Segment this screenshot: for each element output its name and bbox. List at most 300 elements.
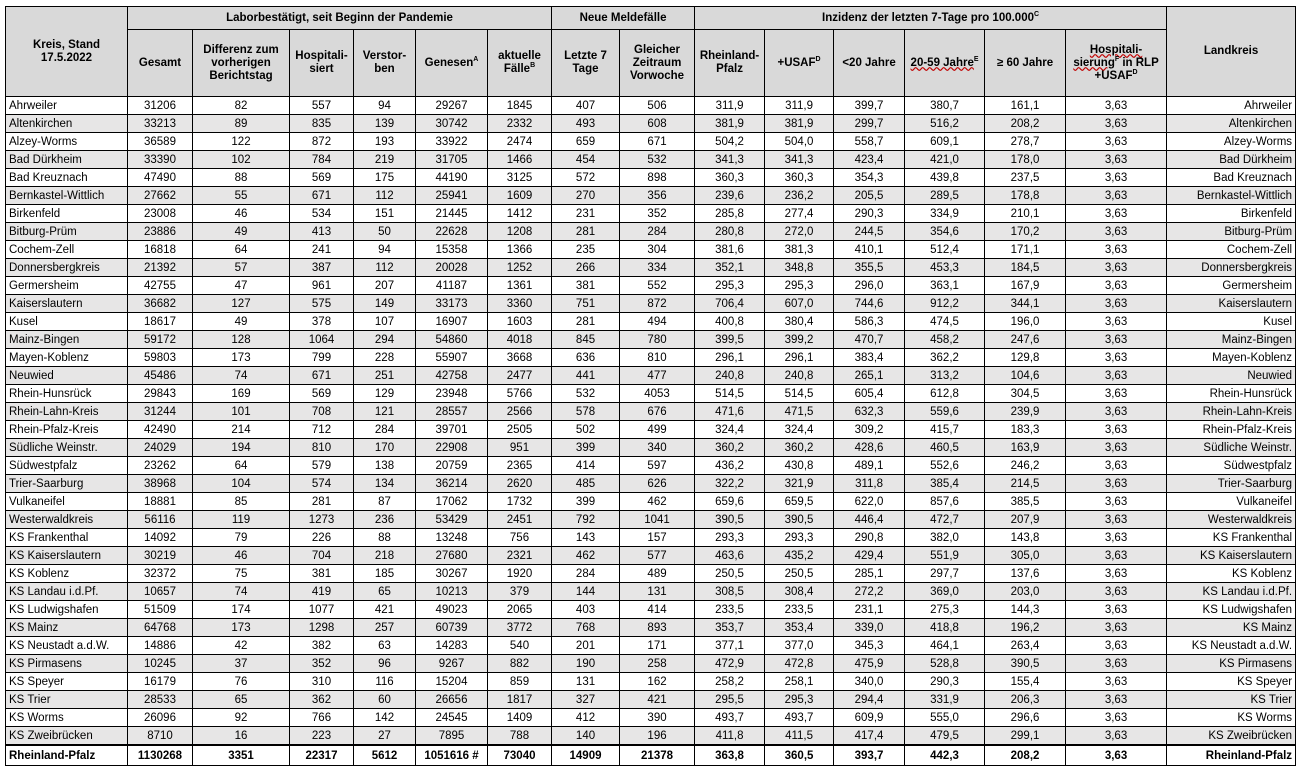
cell-inzidenz-ueber-60: 167,9 — [985, 277, 1066, 295]
cell-landkreis: KS Speyer — [1167, 673, 1296, 691]
cell-inzidenz-unter-20: 290,8 — [834, 529, 905, 547]
cell-inzidenz-usaf: 321,9 — [765, 475, 834, 493]
cell-gleicher-zeitraum: 352 — [620, 205, 695, 223]
cell-kreis: Rhein-Hunsrück — [6, 385, 128, 403]
cell-genesen: 9267 — [416, 655, 488, 673]
cell-differenz: 104 — [193, 475, 290, 493]
cell-letzte-7-tage: 485 — [552, 475, 620, 493]
table-row — [6, 475, 1296, 493]
cell-verstorben: 129 — [354, 385, 416, 403]
cell-gesamt: 38968 — [128, 475, 193, 493]
cell-letzte-7-tage: 399 — [552, 439, 620, 457]
cell-differenz: 101 — [193, 403, 290, 421]
cell-aktuelle-faelle: 4018 — [488, 331, 552, 349]
cell-gleicher-zeitraum: 334 — [620, 259, 695, 277]
col-unter-20: <20 Jahre — [834, 30, 905, 97]
cell-inzidenz-usaf: 272,0 — [765, 223, 834, 241]
cell-inzidenz-ueber-60: 305,0 — [985, 547, 1066, 565]
cell-verstorben: 65 — [354, 583, 416, 601]
cell-inzidenz-unter-20: 632,3 — [834, 403, 905, 421]
cell-letzte-7-tage: 636 — [552, 349, 620, 367]
cell-inzidenz-unter-20: 393,7 — [834, 745, 905, 766]
cell-inzidenz-rlp: 360,2 — [695, 439, 765, 457]
cell-gleicher-zeitraum: 304 — [620, 241, 695, 259]
cell-verstorben: 94 — [354, 241, 416, 259]
table-row — [6, 709, 1296, 727]
cell-gesamt: 18881 — [128, 493, 193, 511]
cell-inzidenz-unter-20: 558,7 — [834, 133, 905, 151]
cell-inzidenz-20-59: 458,2 — [905, 331, 985, 349]
cell-gesamt: 36589 — [128, 133, 193, 151]
cell-letzte-7-tage: 414 — [552, 457, 620, 475]
cell-inzidenz-rlp: 390,5 — [695, 511, 765, 529]
cell-kreis: KS Ludwigshafen — [6, 601, 128, 619]
total-row — [6, 745, 1296, 766]
cell-kreis: KS Worms — [6, 709, 128, 727]
cell-hospitalisierung: 3,63 — [1066, 367, 1167, 385]
cell-hospitalisiert: 671 — [290, 187, 354, 205]
cell-inzidenz-20-59: 334,9 — [905, 205, 985, 223]
cell-hospitalisiert: 419 — [290, 583, 354, 601]
cell-kreis: Vulkaneifel — [6, 493, 128, 511]
cell-genesen: 44190 — [416, 169, 488, 187]
cell-hospitalisiert: 835 — [290, 115, 354, 133]
cell-hospitalisiert: 810 — [290, 439, 354, 457]
cell-inzidenz-20-59: 290,3 — [905, 673, 985, 691]
cell-inzidenz-ueber-60: 170,2 — [985, 223, 1066, 241]
cell-verstorben: 228 — [354, 349, 416, 367]
cell-inzidenz-20-59: 385,4 — [905, 475, 985, 493]
table-row — [6, 727, 1296, 746]
cell-hospitalisiert: 671 — [290, 367, 354, 385]
cell-gleicher-zeitraum: 162 — [620, 673, 695, 691]
cell-differenz: 88 — [193, 169, 290, 187]
cell-aktuelle-faelle: 788 — [488, 727, 552, 746]
cell-gesamt: 45486 — [128, 367, 193, 385]
cell-inzidenz-rlp: 341,3 — [695, 151, 765, 169]
cell-landkreis: KS Landau i.d.Pf. — [1167, 583, 1296, 601]
table-row — [6, 169, 1296, 187]
cell-kreis: Kaiserslautern — [6, 295, 128, 313]
cell-landkreis: KS Kaiserslautern — [1167, 547, 1296, 565]
cell-gesamt: 32372 — [128, 565, 193, 583]
cell-gesamt: 30219 — [128, 547, 193, 565]
cell-inzidenz-unter-20: 285,1 — [834, 565, 905, 583]
cell-hospitalisierung: 3,63 — [1066, 295, 1167, 313]
cell-inzidenz-usaf: 411,5 — [765, 727, 834, 746]
cell-hospitalisierung: 3,63 — [1066, 619, 1167, 637]
cell-hospitalisiert: 574 — [290, 475, 354, 493]
col-usaf: $+USAF^D$ — [765, 30, 834, 97]
cell-aktuelle-faelle: 3125 — [488, 169, 552, 187]
cell-genesen: 15204 — [416, 673, 488, 691]
cell-hospitalisierung: 3,63 — [1066, 511, 1167, 529]
cell-differenz: 74 — [193, 583, 290, 601]
cell-inzidenz-rlp: 436,2 — [695, 457, 765, 475]
cell-inzidenz-unter-20: 399,7 — [834, 97, 905, 115]
cell-kreis: Mayen-Koblenz — [6, 349, 128, 367]
cell-letzte-7-tage: 143 — [552, 529, 620, 547]
cell-inzidenz-unter-20: 605,4 — [834, 385, 905, 403]
header-column-row — [6, 30, 1296, 97]
cell-inzidenz-usaf: 493,7 — [765, 709, 834, 727]
cell-genesen: 20028 — [416, 259, 488, 277]
cell-inzidenz-unter-20: 340,0 — [834, 673, 905, 691]
cell-kreis: Bad Kreuznach — [6, 169, 128, 187]
cell-hospitalisiert: 22317 — [290, 745, 354, 766]
cell-landkreis: Westerwaldkreis — [1167, 511, 1296, 529]
cell-inzidenz-ueber-60: 207,9 — [985, 511, 1066, 529]
cell-inzidenz-unter-20: 429,4 — [834, 547, 905, 565]
cell-hospitalisierung: 3,63 — [1066, 493, 1167, 511]
cell-landkreis: Birkenfeld — [1167, 205, 1296, 223]
cell-inzidenz-rlp: 514,5 — [695, 385, 765, 403]
cell-gesamt: 42490 — [128, 421, 193, 439]
cell-gleicher-zeitraum: 4053 — [620, 385, 695, 403]
cell-gesamt: 23008 — [128, 205, 193, 223]
cell-aktuelle-faelle: 1609 — [488, 187, 552, 205]
table-row — [6, 259, 1296, 277]
cell-kreis: KS Pirmasens — [6, 655, 128, 673]
cell-aktuelle-faelle: 2474 — [488, 133, 552, 151]
cell-landkreis: KS Zweibrücken — [1167, 727, 1296, 746]
cell-hospitalisierung: 3,63 — [1066, 349, 1167, 367]
cell-inzidenz-20-59: 528,8 — [905, 655, 985, 673]
cell-gesamt: 47490 — [128, 169, 193, 187]
cell-gleicher-zeitraum: 626 — [620, 475, 695, 493]
cell-gesamt: 36682 — [128, 295, 193, 313]
cell-kreis: Südliche Weinstr. — [6, 439, 128, 457]
cell-inzidenz-unter-20: 309,2 — [834, 421, 905, 439]
cell-hospitalisierung: 3,63 — [1066, 421, 1167, 439]
cell-inzidenz-20-59: 275,3 — [905, 601, 985, 619]
cell-landkreis: Altenkirchen — [1167, 115, 1296, 133]
cell-differenz: 37 — [193, 655, 290, 673]
cell-hospitalisiert: 413 — [290, 223, 354, 241]
cell-letzte-7-tage: 441 — [552, 367, 620, 385]
cell-aktuelle-faelle: 1409 — [488, 709, 552, 727]
cell-verstorben: 421 — [354, 601, 416, 619]
cell-inzidenz-20-59: 453,3 — [905, 259, 985, 277]
cell-gleicher-zeitraum: 489 — [620, 565, 695, 583]
cell-inzidenz-rlp: 296,1 — [695, 349, 765, 367]
cell-kreis: Cochem-Zell — [6, 241, 128, 259]
cell-hospitalisierung: 3,63 — [1066, 637, 1167, 655]
cell-inzidenz-20-59: 331,9 — [905, 691, 985, 709]
cell-inzidenz-ueber-60: 171,1 — [985, 241, 1066, 259]
cell-hospitalisierung: 3,63 — [1066, 223, 1167, 241]
cell-landkreis: Alzey-Worms — [1167, 133, 1296, 151]
cell-inzidenz-20-59: 313,2 — [905, 367, 985, 385]
cell-letzte-7-tage: 399 — [552, 493, 620, 511]
cell-hospitalisierung: 3,63 — [1066, 745, 1167, 766]
table-row — [6, 691, 1296, 709]
cell-landkreis: Trier-Saarburg — [1167, 475, 1296, 493]
cell-genesen: 15358 — [416, 241, 488, 259]
cell-hospitalisiert: 704 — [290, 547, 354, 565]
cell-inzidenz-unter-20: 383,4 — [834, 349, 905, 367]
cell-hospitalisierung: 3,63 — [1066, 439, 1167, 457]
cell-verstorben: 170 — [354, 439, 416, 457]
cell-inzidenz-ueber-60: 237,5 — [985, 169, 1066, 187]
cell-hospitalisierung: 3,63 — [1066, 385, 1167, 403]
cell-hospitalisierung: 3,63 — [1066, 583, 1167, 601]
cell-aktuelle-faelle: 951 — [488, 439, 552, 457]
cell-hospitalisierung: 3,63 — [1066, 97, 1167, 115]
table-row — [6, 619, 1296, 637]
cell-inzidenz-rlp: 258,2 — [695, 673, 765, 691]
cell-inzidenz-usaf: 471,5 — [765, 403, 834, 421]
cell-inzidenz-20-59: 362,2 — [905, 349, 985, 367]
cell-gleicher-zeitraum: 893 — [620, 619, 695, 637]
cell-landkreis: Bad Kreuznach — [1167, 169, 1296, 187]
cell-gesamt: 24029 — [128, 439, 193, 457]
cell-gesamt: 14092 — [128, 529, 193, 547]
cell-kreis: Rhein-Lahn-Kreis — [6, 403, 128, 421]
cell-gleicher-zeitraum: 671 — [620, 133, 695, 151]
cell-genesen: 55907 — [416, 349, 488, 367]
cell-aktuelle-faelle: 1361 — [488, 277, 552, 295]
cell-kreis: Bad Dürkheim — [6, 151, 128, 169]
cell-genesen: 26656 — [416, 691, 488, 709]
cell-verstorben: 149 — [354, 295, 416, 313]
cell-verstorben: 112 — [354, 259, 416, 277]
cell-gesamt: 51509 — [128, 601, 193, 619]
cell-inzidenz-rlp: 240,8 — [695, 367, 765, 385]
covid-statistics-table — [5, 6, 1296, 766]
table-body — [6, 97, 1296, 766]
table-row — [6, 385, 1296, 403]
cell-inzidenz-usaf: 390,5 — [765, 511, 834, 529]
cell-letzte-7-tage: 201 — [552, 637, 620, 655]
cell-aktuelle-faelle: 859 — [488, 673, 552, 691]
cell-kreis: Rhein-Pfalz-Kreis — [6, 421, 128, 439]
cell-landkreis: Rhein-Lahn-Kreis — [1167, 403, 1296, 421]
cell-gesamt: 10657 — [128, 583, 193, 601]
cell-differenz: 42 — [193, 637, 290, 655]
cell-inzidenz-20-59: 516,2 — [905, 115, 985, 133]
cell-inzidenz-unter-20: 475,9 — [834, 655, 905, 673]
cell-genesen: 60739 — [416, 619, 488, 637]
cell-inzidenz-usaf: 277,4 — [765, 205, 834, 223]
cell-differenz: 57 — [193, 259, 290, 277]
cell-letzte-7-tage: 284 — [552, 565, 620, 583]
cell-aktuelle-faelle: 1412 — [488, 205, 552, 223]
cell-inzidenz-usaf: 308,4 — [765, 583, 834, 601]
cell-hospitalisiert: 579 — [290, 457, 354, 475]
cell-gleicher-zeitraum: 872 — [620, 295, 695, 313]
cell-inzidenz-unter-20: 265,1 — [834, 367, 905, 385]
cell-gesamt: 21392 — [128, 259, 193, 277]
cell-landkreis: Südwestpfalz — [1167, 457, 1296, 475]
cell-inzidenz-rlp: 295,5 — [695, 691, 765, 709]
cell-hospitalisierung: 3,63 — [1066, 205, 1167, 223]
cell-letzte-7-tage: 131 — [552, 673, 620, 691]
cell-inzidenz-usaf: 381,9 — [765, 115, 834, 133]
cell-aktuelle-faelle: 2332 — [488, 115, 552, 133]
cell-inzidenz-ueber-60: 129,8 — [985, 349, 1066, 367]
cell-hospitalisierung: 3,63 — [1066, 187, 1167, 205]
cell-gleicher-zeitraum: 506 — [620, 97, 695, 115]
cell-inzidenz-ueber-60: 161,1 — [985, 97, 1066, 115]
cell-letzte-7-tage: 792 — [552, 511, 620, 529]
cell-inzidenz-ueber-60: 137,6 — [985, 565, 1066, 583]
cell-inzidenz-ueber-60: 344,1 — [985, 295, 1066, 313]
cell-aktuelle-faelle: 540 — [488, 637, 552, 655]
cell-differenz: 49 — [193, 313, 290, 331]
cell-differenz: 119 — [193, 511, 290, 529]
cell-landkreis: Germersheim — [1167, 277, 1296, 295]
table-row — [6, 241, 1296, 259]
cell-differenz: 127 — [193, 295, 290, 313]
cell-verstorben: 251 — [354, 367, 416, 385]
col-differenz: Differenz zum vorherigen Berichtstag — [193, 30, 290, 97]
cell-inzidenz-ueber-60: 247,6 — [985, 331, 1066, 349]
cell-hospitalisiert: 1298 — [290, 619, 354, 637]
cell-inzidenz-ueber-60: 163,9 — [985, 439, 1066, 457]
cell-genesen: 54860 — [416, 331, 488, 349]
cell-hospitalisierung: 3,63 — [1066, 133, 1167, 151]
cell-landkreis: Rhein-Hunsrück — [1167, 385, 1296, 403]
cell-inzidenz-usaf: 472,8 — [765, 655, 834, 673]
cell-letzte-7-tage: 659 — [552, 133, 620, 151]
cell-inzidenz-rlp: 308,5 — [695, 583, 765, 601]
cell-kreis: KS Speyer — [6, 673, 128, 691]
cell-gesamt: 26096 — [128, 709, 193, 727]
cell-landkreis: KS Koblenz — [1167, 565, 1296, 583]
cell-landkreis: Rheinland-Pfalz — [1167, 745, 1296, 766]
cell-verstorben: 50 — [354, 223, 416, 241]
cell-landkreis: KS Worms — [1167, 709, 1296, 727]
cell-hospitalisiert: 352 — [290, 655, 354, 673]
cell-hospitalisierung: 3,63 — [1066, 691, 1167, 709]
cell-differenz: 47 — [193, 277, 290, 295]
cell-hospitalisiert: 569 — [290, 385, 354, 403]
cell-hospitalisiert: 569 — [290, 169, 354, 187]
cell-landkreis: Donnersbergkreis — [1167, 259, 1296, 277]
cell-landkreis: Kusel — [1167, 313, 1296, 331]
cell-differenz: 214 — [193, 421, 290, 439]
cell-genesen: 21445 — [416, 205, 488, 223]
cell-genesen: 22628 — [416, 223, 488, 241]
cell-inzidenz-ueber-60: 239,9 — [985, 403, 1066, 421]
cell-inzidenz-ueber-60: 196,2 — [985, 619, 1066, 637]
cell-inzidenz-rlp: 239,6 — [695, 187, 765, 205]
cell-inzidenz-rlp: 399,5 — [695, 331, 765, 349]
cell-kreis: KS Zweibrücken — [6, 727, 128, 746]
cell-genesen: 41187 — [416, 277, 488, 295]
cell-gleicher-zeitraum: 340 — [620, 439, 695, 457]
cell-kreis: Bernkastel-Wittlich — [6, 187, 128, 205]
cell-hospitalisierung: 3,63 — [1066, 529, 1167, 547]
cell-hospitalisierung: 3,63 — [1066, 331, 1167, 349]
cell-inzidenz-unter-20: 294,4 — [834, 691, 905, 709]
landkreis-header: Landkreis — [1167, 7, 1296, 97]
cell-differenz: 174 — [193, 601, 290, 619]
table-row — [6, 655, 1296, 673]
cell-hospitalisierung: 3,63 — [1066, 655, 1167, 673]
table-row — [6, 277, 1296, 295]
cell-gleicher-zeitraum: 608 — [620, 115, 695, 133]
cell-aktuelle-faelle: 1817 — [488, 691, 552, 709]
cell-gleicher-zeitraum: 462 — [620, 493, 695, 511]
cell-inzidenz-20-59: 512,4 — [905, 241, 985, 259]
cell-inzidenz-unter-20: 244,5 — [834, 223, 905, 241]
cell-inzidenz-rlp: 293,3 — [695, 529, 765, 547]
cell-kreis: KS Koblenz — [6, 565, 128, 583]
cell-inzidenz-rlp: 324,4 — [695, 421, 765, 439]
cell-letzte-7-tage: 381 — [552, 277, 620, 295]
cell-inzidenz-ueber-60: 104,6 — [985, 367, 1066, 385]
cell-gleicher-zeitraum: 284 — [620, 223, 695, 241]
cell-inzidenz-20-59: 415,7 — [905, 421, 985, 439]
cell-landkreis: Neuwied — [1167, 367, 1296, 385]
cell-kreis: Rheinland-Pfalz — [6, 745, 128, 766]
cell-verstorben: 88 — [354, 529, 416, 547]
table-row — [6, 97, 1296, 115]
table-row — [6, 331, 1296, 349]
cell-inzidenz-unter-20: 417,4 — [834, 727, 905, 746]
cell-verstorben: 134 — [354, 475, 416, 493]
cell-kreis: Südwestpfalz — [6, 457, 128, 475]
cell-hospitalisierung: 3,63 — [1066, 259, 1167, 277]
cell-gleicher-zeitraum: 477 — [620, 367, 695, 385]
table-row — [6, 673, 1296, 691]
table-header — [6, 7, 1296, 97]
table-row — [6, 493, 1296, 511]
cell-kreis: Donnersbergkreis — [6, 259, 128, 277]
col-hospitalisiert: Hospitali-siert — [290, 30, 354, 97]
table-row — [6, 511, 1296, 529]
cell-inzidenz-rlp: 322,2 — [695, 475, 765, 493]
cell-verstorben: 151 — [354, 205, 416, 223]
cell-gesamt: 1130268 — [128, 745, 193, 766]
cell-inzidenz-usaf: 295,3 — [765, 277, 834, 295]
cell-inzidenz-unter-20: 609,9 — [834, 709, 905, 727]
cell-inzidenz-ueber-60: 183,3 — [985, 421, 1066, 439]
col-letzte-7-tage: Letzte 7 Tage — [552, 30, 620, 97]
cell-inzidenz-usaf: 381,3 — [765, 241, 834, 259]
cell-gleicher-zeitraum: 258 — [620, 655, 695, 673]
cell-gesamt: 10245 — [128, 655, 193, 673]
cell-kreis: KS Mainz — [6, 619, 128, 637]
cell-inzidenz-20-59: 472,7 — [905, 511, 985, 529]
cell-letzte-7-tage: 231 — [552, 205, 620, 223]
cell-genesen: 1051616 # — [416, 745, 488, 766]
cell-inzidenz-usaf: 341,3 — [765, 151, 834, 169]
cell-hospitalisiert: 557 — [290, 97, 354, 115]
cell-inzidenz-rlp: 353,7 — [695, 619, 765, 637]
cell-hospitalisierung: 3,63 — [1066, 565, 1167, 583]
cell-inzidenz-usaf: 258,1 — [765, 673, 834, 691]
cell-inzidenz-usaf: 377,0 — [765, 637, 834, 655]
cell-hospitalisiert: 1273 — [290, 511, 354, 529]
cell-verstorben: 96 — [354, 655, 416, 673]
cell-differenz: 3351 — [193, 745, 290, 766]
cell-gesamt: 33390 — [128, 151, 193, 169]
cell-gesamt: 8710 — [128, 727, 193, 746]
table-row — [6, 223, 1296, 241]
table-row — [6, 547, 1296, 565]
cell-kreis: Mainz-Bingen — [6, 331, 128, 349]
col-gleicher-zeitraum: Gleicher Zeitraum Vorwoche — [620, 30, 695, 97]
cell-gleicher-zeitraum: 499 — [620, 421, 695, 439]
cell-aktuelle-faelle: 3772 — [488, 619, 552, 637]
cell-inzidenz-ueber-60: 208,2 — [985, 745, 1066, 766]
cell-kreis: KS Neustadt a.d.W. — [6, 637, 128, 655]
cell-genesen: 49023 — [416, 601, 488, 619]
cell-inzidenz-unter-20: 622,0 — [834, 493, 905, 511]
